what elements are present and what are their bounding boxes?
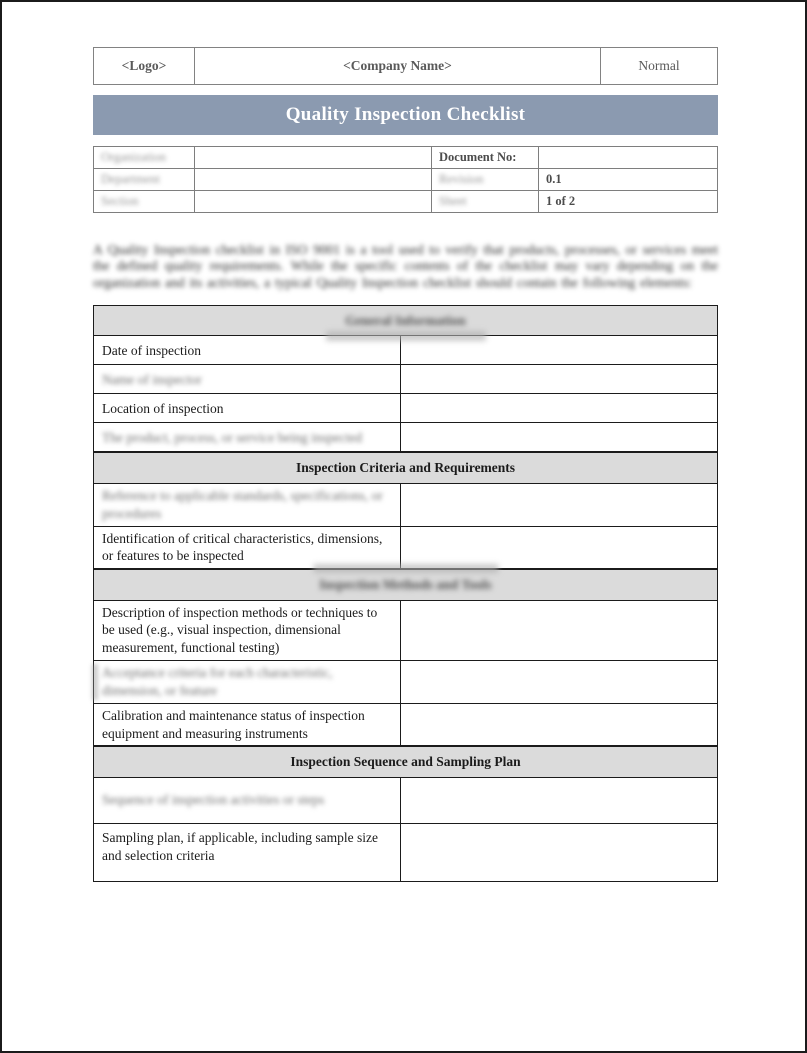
info-label: Section — [101, 194, 139, 208]
checklist-row — [94, 778, 717, 824]
fill-in-cell[interactable] — [401, 704, 717, 746]
checklist-table — [93, 305, 718, 882]
row-label: Sampling plan, if applicable, including sample size and selection criteria — [102, 829, 378, 863]
fill-in-cell[interactable] — [401, 484, 717, 526]
fill-in-cell[interactable] — [401, 778, 717, 823]
info-value-cell[interactable] — [195, 191, 432, 213]
row-label-cell — [94, 484, 401, 526]
checklist-row — [94, 601, 717, 661]
row-label: Name of inspector — [102, 371, 202, 387]
page-content — [93, 47, 718, 882]
row-label: Date of inspection — [102, 342, 201, 358]
logo-placeholder: <Logo> — [94, 48, 195, 85]
row-label: Identification of critical characteristics, dimensions, or features to be inspected — [102, 530, 383, 564]
section-header — [94, 306, 717, 337]
fill-in-cell[interactable] — [401, 661, 717, 703]
checklist-row — [94, 661, 717, 704]
row-label-cell — [94, 527, 401, 569]
checklist-row — [94, 704, 717, 747]
checklist-row — [94, 484, 717, 527]
document-title: Quality Inspection Checklist — [285, 104, 526, 125]
section-header — [94, 746, 717, 778]
info-label-cell — [94, 147, 195, 169]
fill-in-cell[interactable] — [401, 527, 717, 569]
checklist-row — [94, 365, 717, 394]
intro-paragraph: A Quality Inspection checklist in ISO 9001 is a tool used to verify that products, processes, or services meet the defined quality requirements. While the specific contents of the checklist may vary depending on the organization and its activities, a typical Quality Inspection checklist should contain the following elements: — [93, 242, 718, 290]
section-header — [94, 569, 717, 601]
meta-value-cell: 0.1 — [539, 169, 718, 191]
fill-in-cell[interactable] — [401, 336, 717, 364]
info-label: Department — [101, 172, 161, 186]
row-label-cell — [94, 601, 401, 660]
meta-label-cell — [432, 191, 539, 213]
info-row — [94, 147, 718, 169]
company-name-placeholder: <Company Name> — [195, 48, 601, 85]
meta-label: Document No: — [439, 150, 517, 164]
meta-label: Revision — [439, 172, 484, 186]
row-label: Acceptance criteria for each characteristic, dimension, or feature — [102, 665, 333, 698]
header-table — [93, 47, 718, 85]
meta-label-cell — [432, 147, 539, 169]
document-status: Normal — [601, 48, 718, 85]
row-label-cell — [94, 778, 401, 823]
info-value-cell[interactable] — [195, 169, 432, 191]
meta-label: Sheet — [439, 194, 467, 208]
row-label-cell — [94, 423, 401, 451]
fill-in-cell[interactable] — [401, 365, 717, 393]
title-banner — [93, 95, 718, 135]
section-title: Inspection Sequence and Sampling Plan — [290, 754, 521, 770]
row-label-cell — [94, 336, 401, 364]
row-label-cell — [94, 824, 401, 881]
row-label-cell — [94, 704, 401, 746]
row-label: Location of inspection — [102, 400, 224, 416]
fill-in-cell[interactable] — [401, 394, 717, 422]
row-label: Reference to applicable standards, specifications, or procedures — [102, 487, 383, 521]
info-value-cell[interactable] — [195, 147, 432, 169]
row-label-cell — [94, 661, 401, 703]
meta-label-cell — [432, 169, 539, 191]
row-label: Sequence of inspection activities or steps — [102, 792, 325, 808]
row-label: Calibration and maintenance status of inspection equipment and measuring instruments — [102, 707, 365, 741]
row-label-cell — [94, 365, 401, 393]
section-title: Inspection Criteria and Requirements — [295, 460, 516, 476]
fill-in-cell[interactable] — [401, 824, 717, 881]
doc-info-table — [93, 146, 718, 213]
section-title: Inspection Methods and Tools — [319, 577, 492, 593]
section-header — [94, 452, 717, 484]
fill-in-cell[interactable] — [401, 601, 717, 660]
row-label-cell — [94, 394, 401, 422]
fill-in-cell[interactable] — [401, 423, 717, 451]
info-label: Organization — [101, 150, 167, 164]
info-label-cell — [94, 169, 195, 191]
header-row — [94, 48, 718, 85]
info-label-cell — [94, 191, 195, 213]
row-label: Description of inspection methods or techniques to be used (e.g., visual inspection, dimensional measurement, functional testing) — [102, 604, 378, 656]
checklist-row — [94, 336, 717, 365]
meta-value-cell: 1 of 2 — [539, 191, 718, 213]
checklist-row — [94, 394, 717, 423]
checklist-row — [94, 423, 717, 452]
info-row — [94, 191, 718, 213]
meta-value-cell[interactable] — [539, 147, 718, 169]
section-title: General Information — [345, 312, 466, 328]
info-row — [94, 169, 718, 191]
checklist-row — [94, 824, 717, 881]
row-label: The product, process, or service being inspected — [102, 429, 363, 445]
checklist-row — [94, 527, 717, 570]
